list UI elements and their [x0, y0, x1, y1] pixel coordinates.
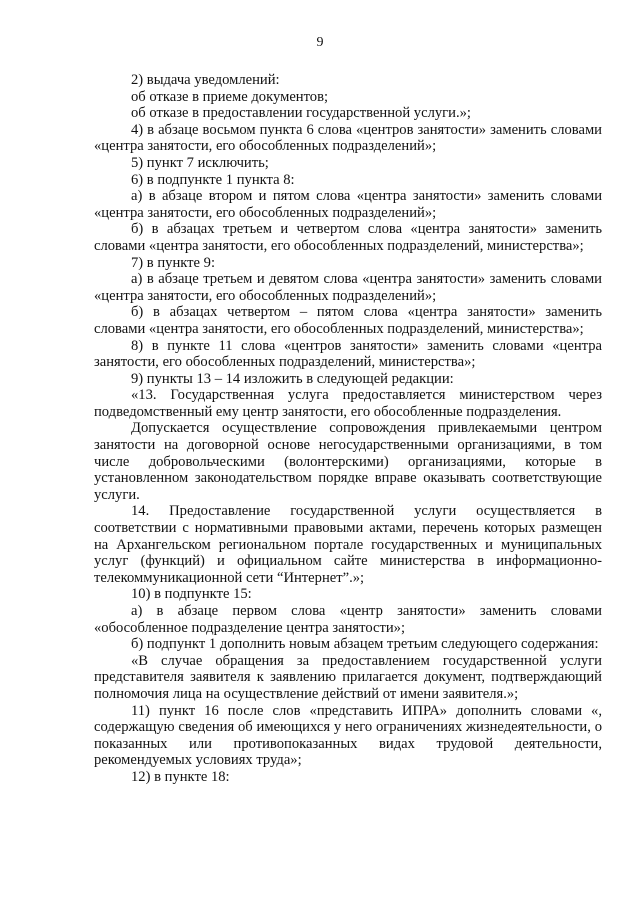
paragraph: а) в абзаце втором и пятом слова «центра занятости» заменить словами «центра занятости, его обособленных подразделений»; [94, 188, 602, 221]
paragraph: 8) в пункте 11 слова «центров занятости» заменить словами «центра занятости, его обособленных подразделений, министерства»; [94, 337, 602, 371]
paragraph: 4) в абзаце восьмом пункта 6 слова «центров занятости» заменить словами «центра занятости, его обособленных подразделений»; [94, 121, 602, 155]
paragraph: об отказе в предоставлении государственной услуги.»; [131, 105, 471, 122]
paragraph: 6) в подпункте 1 пункта 8: [131, 171, 295, 188]
paragraph: 12) в пункте 18: [131, 768, 230, 785]
paragraph: 14. Предоставление государственной услуги осуществляется в соответствии с нормативными правовыми актами, перечень которых размещен на Архангельском региональном портале государственных и муниципальных услуг (функций) и официальном сайте министерства в информационно-телекоммуникационной сети “Интернет”.»; [94, 503, 602, 586]
paragraph: б) в абзацах третьем и четвертом слова «центра занятости» заменить словами «центра занятости, его обособленных подразделений, министерства»; [94, 221, 602, 254]
paragraph: 7) в пункте 9: [131, 254, 216, 271]
paragraph: 10) в подпункте 15: [131, 586, 252, 603]
paragraph: б) подпункт 1 дополнить новым абзацем третьим следующего содержания: [131, 636, 599, 653]
paragraph: а) в абзаце третьем и девятом слова «центра занятости» заменить словами «центра занятости, его обособленных подразделений»; [94, 271, 602, 304]
paragraph: 5) пункт 7 исключить; [131, 154, 269, 171]
paragraph: об отказе в приеме документов; [131, 88, 329, 105]
paragraph: 9) пункты 13 – 14 изложить в следующей редакции: [131, 370, 454, 387]
paragraph: а) в абзаце первом слова «центр занятости» заменить словами «обособленное подразделение центра занятости»; [94, 603, 602, 636]
paragraph: Допускается осуществление сопровождения привлекаемыми центром занятости на договорной основе негосударственными организациями, в том числе добровольческими (волонтерскими) организациями, которые в установленном законодательством порядке вправе оказывать соответствующие услуги. [94, 420, 602, 503]
paragraph: б) в абзацах четвертом – пятом слова «центра занятости» заменить словами «центра занятости, его обособленных подразделений, министерства»; [94, 304, 602, 337]
paragraph: «13. Государственная услуга предоставляется министерством через подведомственный ему центр занятости, его обособленные подразделения. [94, 387, 602, 420]
page-number: 9 [316, 35, 324, 50]
paragraph: 11) пункт 16 после слов «представить ИПРА» дополнить словами «, содержащую сведения об имеющихся у него ограничениях жизнедеятельности, о показанных или противопоказанных видах трудовой деятельности, рекомендуемых условиях труда»; [94, 702, 602, 769]
document-body [94, 72, 602, 786]
paragraph: 2) выдача уведомлений: [131, 72, 280, 88]
paragraph: «В случае обращения за предоставлением государственной услуги представителя заявителя к заявлению прилагается документ, подтверждающий полномочия лица на осуществление действий от имени заявителя.»; [94, 652, 602, 702]
